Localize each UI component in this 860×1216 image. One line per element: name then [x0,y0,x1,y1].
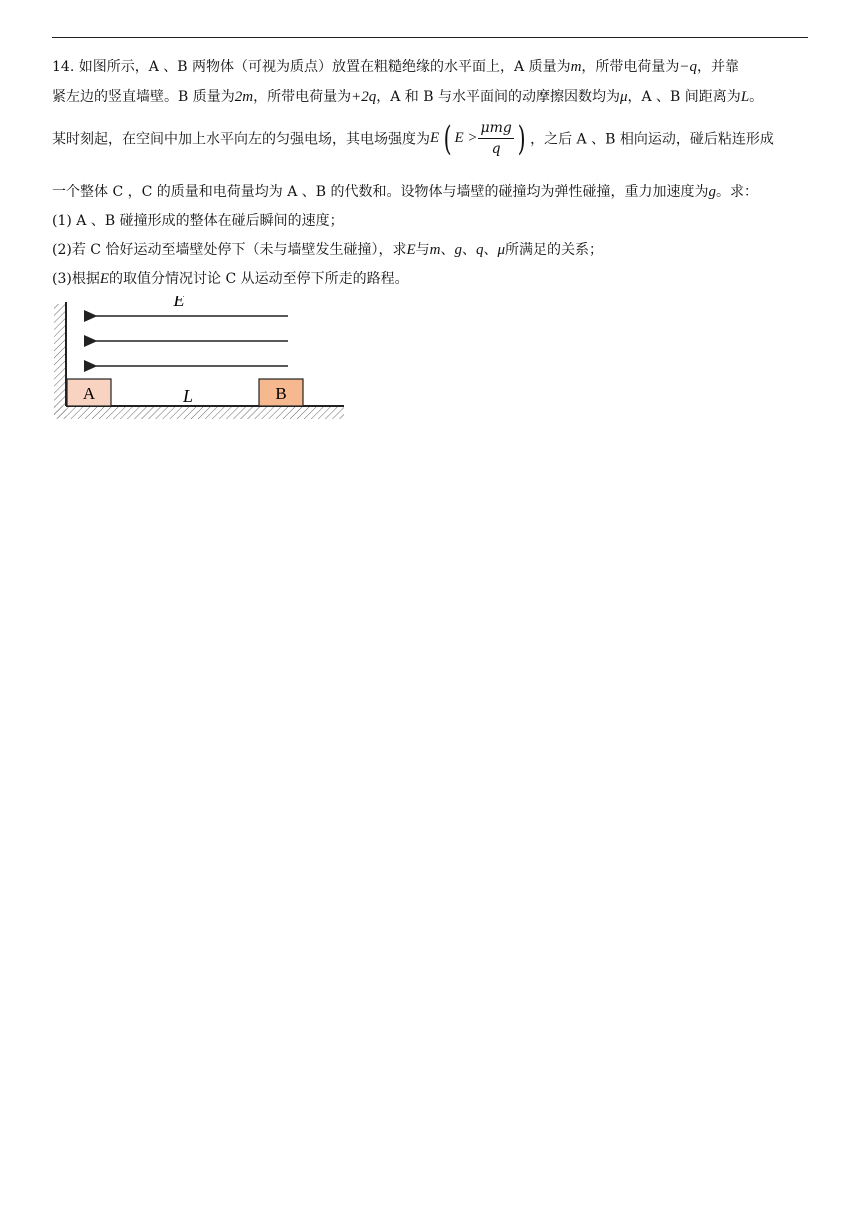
q2-field: E [406,242,416,258]
question-3 [52,268,409,288]
line2-text-c: ，A 和 B 与水平面间的动摩擦因数均为 [376,89,620,105]
line3-text-b: ，之后 A 、B 相向运动，碰后粘连形成 [530,131,774,148]
q2-text-a: (2)若 C 恰好运动至墙壁处停下（未与墙壁发生碰撞），求 [52,242,407,258]
fraction-numerator: μmg [478,120,513,139]
q2-charge: q [475,242,484,258]
line2-text-e: 。 [749,89,764,105]
q2-text-c: 所满足的关系； [505,242,603,258]
q2-mu: μ [497,242,505,258]
q2-mass: m [429,242,441,258]
q3-text-a: (3)根据 [52,271,100,287]
field-symbol: E [430,130,440,146]
physics-diagram [52,296,352,430]
q2-text-b: 与 [415,242,430,258]
diagram-svg [52,296,352,426]
field-label: E [173,296,185,310]
right-paren: ) [517,118,526,159]
line4-text-b: 。求： [716,184,759,200]
q3-field: E [99,271,110,287]
question-2 [52,239,603,259]
q2-gravity: g [454,242,462,258]
mass-a: m [570,59,582,75]
condition-fraction [478,120,513,157]
q3-text-b: 的取值分情况讨论 C 从运动至停下所走的路程。 [109,271,409,287]
field-condition [441,120,528,157]
fraction-denominator: q [491,141,501,157]
charge-a: −q [679,59,698,75]
problem-line-1 [52,56,739,76]
line1-text-c: ，并靠 [697,59,740,75]
question-1: (1) A 、B 碰撞形成的整体在碰后瞬间的速度； [52,213,344,229]
left-paren: ( [443,118,452,159]
q2-sep-3: 、 [483,242,498,258]
line1-text-a: 如图所示，A 、B 两物体（可视为质点）放置在粗糙绝缘的水平面上，A 质量为 [78,59,571,75]
wall-hatching [54,304,66,418]
problem-line-2 [52,86,763,106]
problem-line-3 [52,120,774,157]
ground-hatching [54,406,344,419]
top-rule [52,37,808,38]
block-a-label: A [82,384,96,403]
line1-text-b: ，所带电荷量为 [581,59,680,75]
line4-text-a: 一个整体 C ，C 的质量和电荷量均为 A 、B 的代数和。设物体与墙壁的碰撞均为弹性碰撞，重力加速度为 [52,184,709,200]
line2-text-d: ，A 、B 间距离为 [627,89,741,105]
line2-text-a: 紧左边的竖直墙壁。B 质量为 [52,89,235,105]
gravity-symbol: g [708,184,717,200]
problem-number: 14. [52,59,75,75]
line3-text-a: 某时刻起，在空间中加上水平向左的匀强电场，其电场强度为 [52,131,430,148]
distance-label: L [182,386,194,406]
q2-sep-1: 、 [440,242,455,258]
condition-lhs: E > [454,130,478,146]
line2-text-b: ，所带电荷量为 [253,89,352,105]
q2-sep-2: 、 [461,242,476,258]
charge-b: +2q [351,89,377,105]
problem-line-4 [52,181,758,201]
mass-b: 2m [234,89,254,105]
friction-coefficient: μ [619,89,628,105]
distance-symbol: L [740,89,750,105]
block-b-label: B [275,384,287,403]
